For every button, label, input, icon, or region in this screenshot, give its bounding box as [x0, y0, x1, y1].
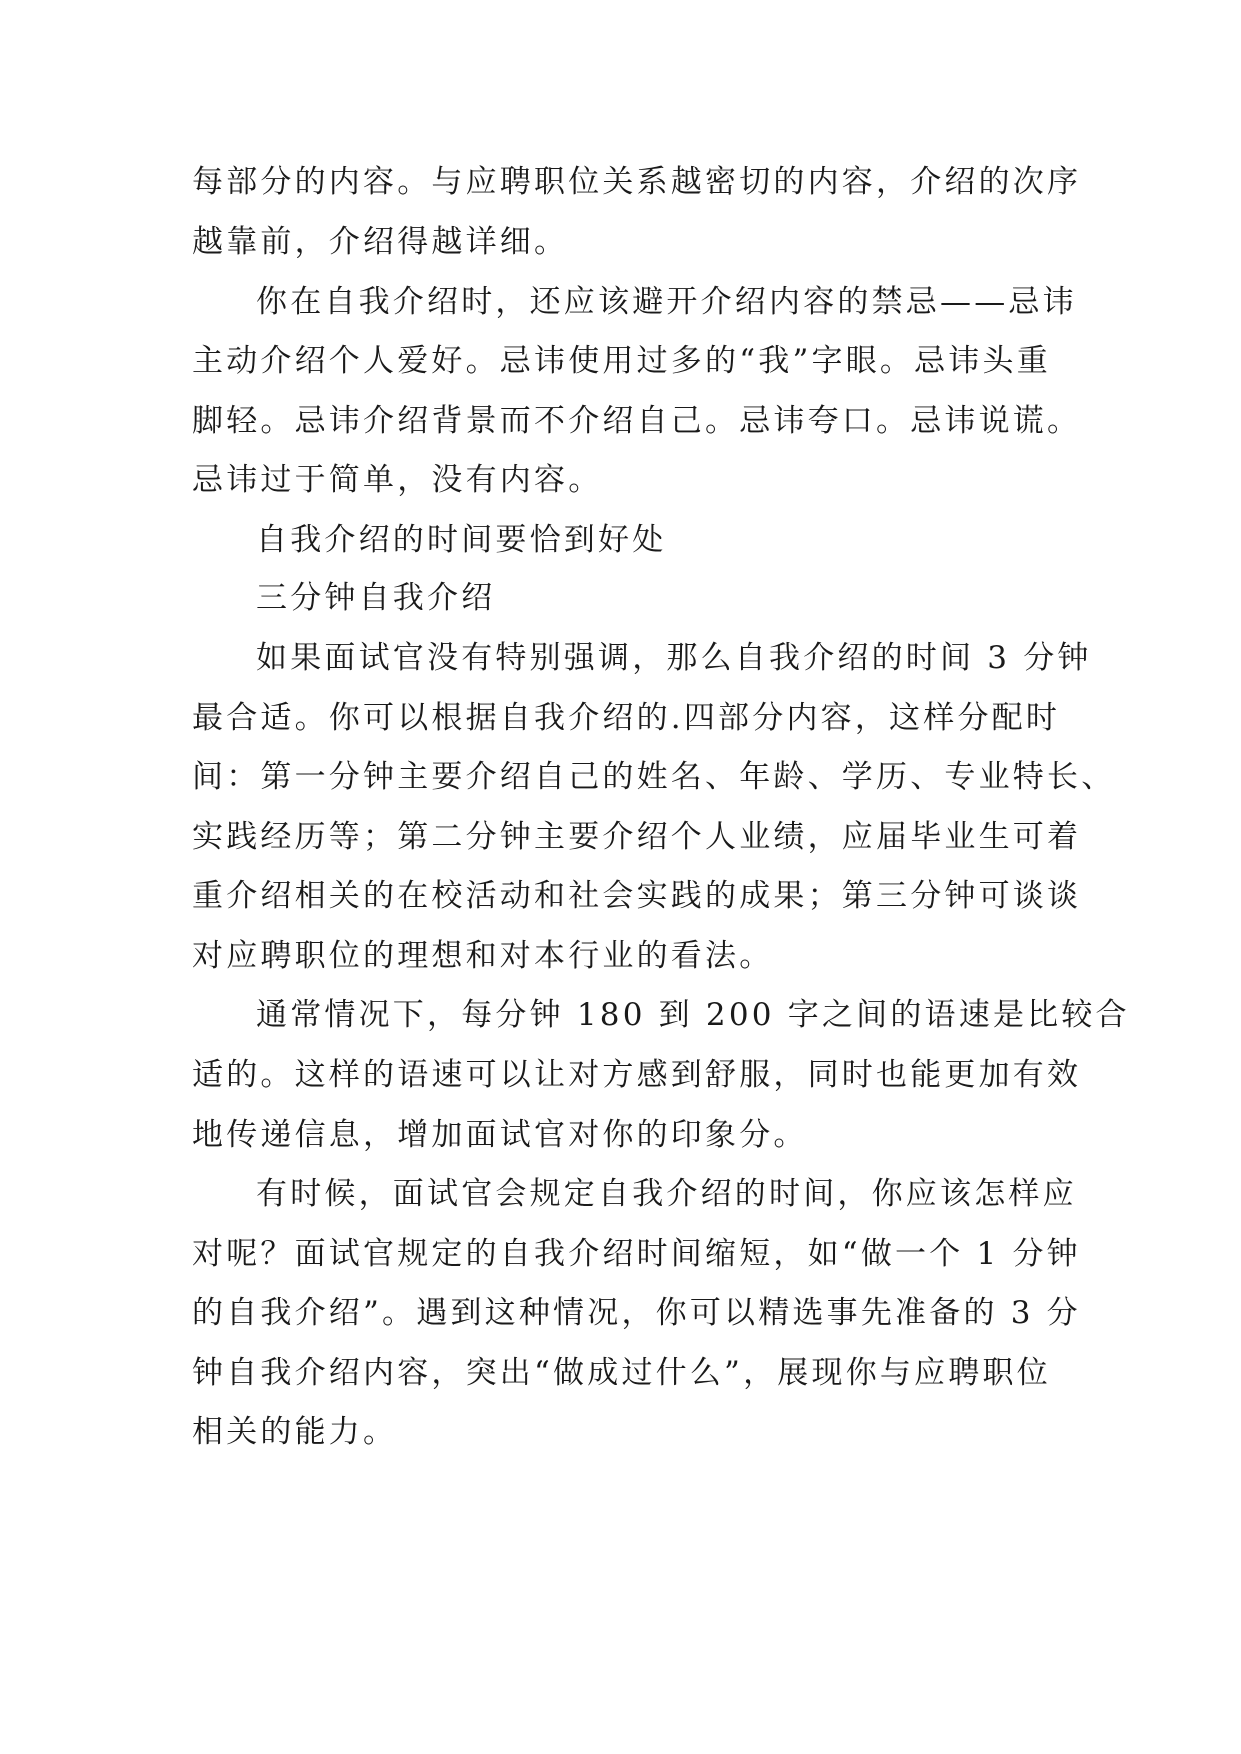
- text-line: 每部分的内容。与应聘职位关系越密切的内容，介绍的次序: [192, 164, 1082, 200]
- text-line: 忌讳过于简单，没有内容。: [192, 462, 603, 498]
- text-line: 如果面试官没有特别强调，那么自我介绍的时间 3 分钟: [256, 640, 1092, 676]
- text-line: 有时候，面试官会规定自我介绍的时间，你应该怎样应: [256, 1176, 1077, 1212]
- text-line: 的自我介绍”。遇到这种情况，你可以精选事先准备的 3 分: [192, 1295, 1081, 1331]
- text-line: 间：第一分钟主要介绍自己的姓名、年龄、学历、专业特长、: [192, 759, 1116, 795]
- text-line: 重介绍相关的在校活动和社会实践的成果；第三分钟可谈谈: [192, 878, 1082, 914]
- text-line: 脚轻。忌讳介绍背景而不介绍自己。忌讳夸口。忌讳说谎。: [192, 403, 1082, 439]
- text-line: 地传递信息，增加面试官对你的印象分。: [192, 1117, 808, 1153]
- section-heading: 三分钟自我介绍: [256, 580, 496, 616]
- text-line: 主动介绍个人爱好。忌讳使用过多的“我”字眼。忌讳头重: [192, 343, 1051, 379]
- text-line: 最合适。你可以根据自我介绍的.四部分内容，这样分配时: [192, 700, 1061, 736]
- text-line: 越靠前，介绍得越详细。: [192, 224, 569, 260]
- section-heading: 自我介绍的时间要恰到好处: [256, 522, 667, 558]
- text-line: 对呢？面试官规定的自我介绍时间缩短，如“做一个 1 分钟: [192, 1236, 1081, 1272]
- text-line: 适的。这样的语速可以让对方感到舒服，同时也能更加有效: [192, 1057, 1082, 1093]
- text-line: 你在自我介绍时，还应该避开介绍内容的禁忌——忌讳: [256, 284, 1077, 320]
- text-line: 实践经历等；第二分钟主要介绍个人业绩，应届毕业生可着: [192, 819, 1082, 855]
- text-line: 通常情况下，每分钟 180 到 200 字之间的语速是比较合: [256, 997, 1130, 1033]
- text-line: 对应聘职位的理想和对本行业的看法。: [192, 938, 774, 974]
- text-line: 钟自我介绍内容，突出“做成过什么”，展现你与应聘职位: [192, 1355, 1051, 1391]
- text-line: 相关的能力。: [192, 1414, 398, 1450]
